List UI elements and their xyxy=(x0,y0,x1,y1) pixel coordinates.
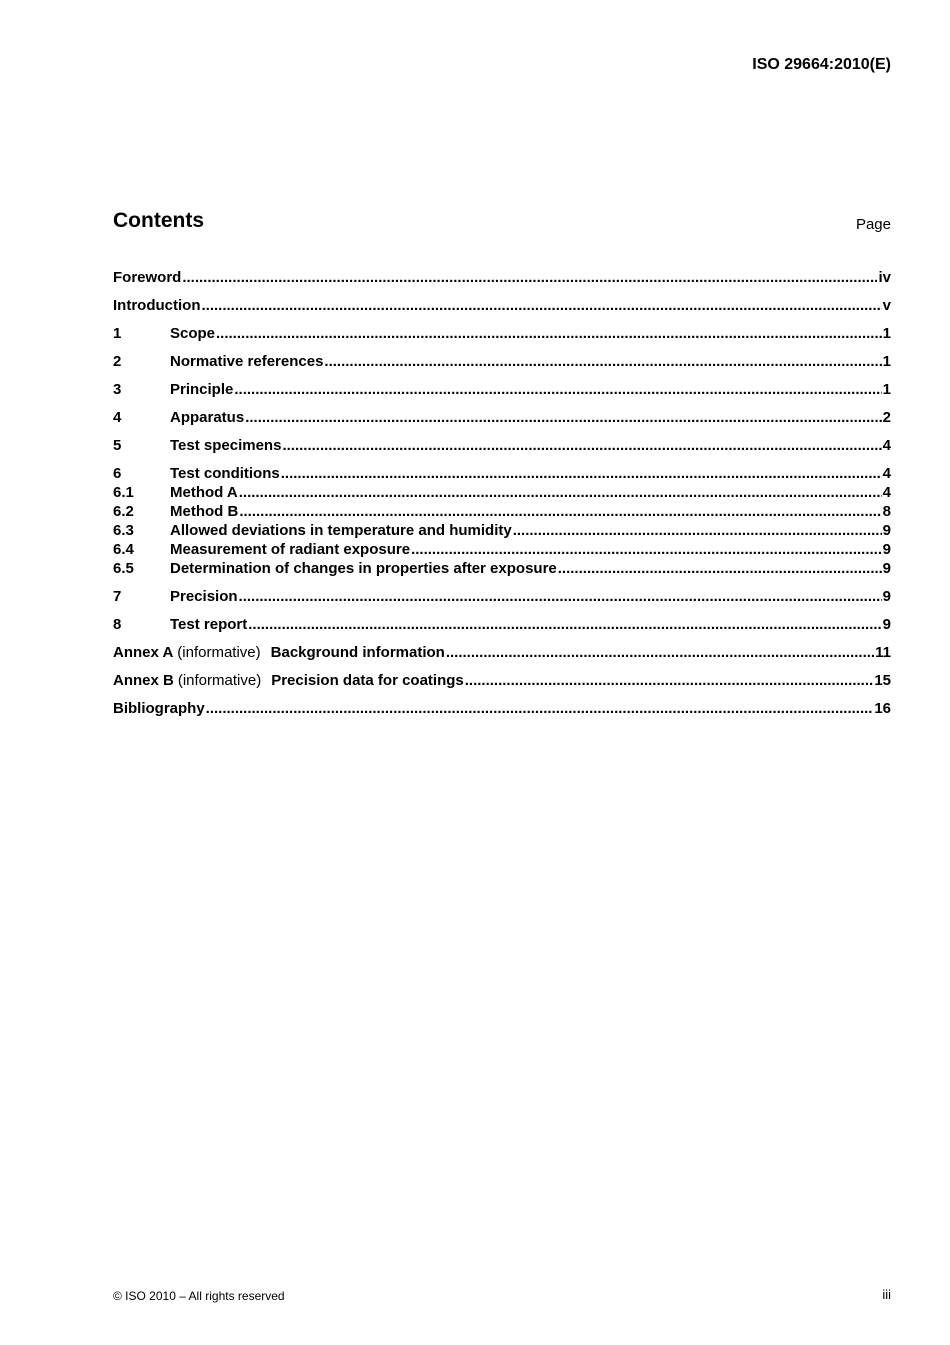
toc-entry-page: 1 xyxy=(882,381,891,398)
toc-entry-page: 1 xyxy=(882,325,891,342)
toc-entry-page: 4 xyxy=(882,465,891,482)
toc-entry-changes-in-properties[interactable] xyxy=(113,559,891,578)
leader-dots xyxy=(465,671,874,690)
toc-entry-title: Test report xyxy=(170,616,248,633)
leader-dots xyxy=(239,502,881,521)
toc-entry-title: Method A xyxy=(170,484,238,501)
document-identifier: ISO 29664:2010(E) xyxy=(752,56,891,73)
toc-entry-annex-b[interactable] xyxy=(113,671,891,690)
toc-entry-title: Allowed deviations in temperature and humidity xyxy=(170,522,512,539)
toc-entry-number: 6.5 xyxy=(113,560,134,577)
toc-entry-title: Test conditions xyxy=(170,465,280,482)
toc-entry-page: iv xyxy=(878,269,891,286)
toc-entry-page: 2 xyxy=(882,409,891,426)
leader-dots xyxy=(245,408,881,427)
toc-entry-test-specimens[interactable] xyxy=(113,436,891,455)
toc-entry-page: 11 xyxy=(875,644,891,661)
toc-entry-title: Determination of changes in properties after exposure xyxy=(170,560,557,577)
toc-entry-page: 1 xyxy=(882,353,891,370)
toc-entry-number: 3 xyxy=(113,381,122,398)
leader-dots xyxy=(411,540,882,559)
leader-dots xyxy=(282,436,881,455)
toc-entry-page: v xyxy=(882,297,891,314)
toc-entry-principle[interactable] xyxy=(113,380,891,399)
toc-entry-title: Apparatus xyxy=(170,409,245,426)
toc-entry-title: Precision data for coatings xyxy=(271,672,464,689)
toc-entry-number: 5 xyxy=(113,437,122,454)
leader-dots xyxy=(182,268,877,287)
contents-heading: Contents xyxy=(113,209,204,232)
leader-dots xyxy=(206,699,874,718)
toc-entry-number: 6.3 xyxy=(113,522,134,539)
leader-dots xyxy=(216,324,882,343)
leader-dots xyxy=(234,380,881,399)
toc-entry-number: 6 xyxy=(113,465,122,482)
toc-entry-title: Background information xyxy=(270,644,445,661)
toc-entry-page: 8 xyxy=(882,503,891,520)
toc-entry-title: Bibliography xyxy=(113,700,205,717)
toc-entry-precision[interactable] xyxy=(113,587,891,606)
toc-entry-title: Normative references xyxy=(170,353,324,370)
toc-entry-page: 9 xyxy=(882,560,891,577)
toc-entry-title: Foreword xyxy=(113,269,182,286)
toc-entry-title: Introduction xyxy=(113,297,201,314)
page-number: iii xyxy=(882,1287,891,1302)
toc-entry-method-a[interactable] xyxy=(113,483,891,502)
annex-type: (informative) xyxy=(177,672,262,689)
toc-entry-foreword[interactable] xyxy=(113,268,891,287)
leader-dots xyxy=(239,587,882,606)
toc-entry-introduction[interactable] xyxy=(113,296,891,315)
toc-entry-title: Principle xyxy=(170,381,234,398)
copyright-notice: © ISO 2010 – All rights reserved xyxy=(113,1289,285,1303)
toc-entry-scope[interactable] xyxy=(113,324,891,343)
toc-entry-title: Scope xyxy=(170,325,216,342)
leader-dots xyxy=(201,296,881,315)
page-column-label: Page xyxy=(855,216,891,233)
leader-dots xyxy=(239,483,882,502)
toc-entry-annex-a[interactable] xyxy=(113,643,891,662)
toc-entry-number: 4 xyxy=(113,409,122,426)
toc-entry-number: 6.2 xyxy=(113,503,134,520)
toc-entry-page: 4 xyxy=(882,484,891,501)
toc-entry-page: 9 xyxy=(882,522,891,539)
toc-entry-test-report[interactable] xyxy=(113,615,891,634)
toc-entry-number: 7 xyxy=(113,588,122,605)
toc-entry-method-b[interactable] xyxy=(113,502,891,521)
toc-entry-title: Measurement of radiant exposure xyxy=(170,541,411,558)
toc-entry-normative-references[interactable] xyxy=(113,352,891,371)
table-of-contents xyxy=(113,268,891,718)
toc-entry-number: 1 xyxy=(113,325,122,342)
toc-entry-page: 15 xyxy=(874,672,891,689)
toc-entry-radiant-exposure[interactable] xyxy=(113,540,891,559)
toc-entry-number: 2 xyxy=(113,353,122,370)
toc-entry-title: Test specimens xyxy=(170,437,282,454)
annex-type: (informative) xyxy=(177,644,261,661)
leader-dots xyxy=(324,352,881,371)
toc-entry-page: 9 xyxy=(882,588,891,605)
toc-entry-title: Precision xyxy=(170,588,238,605)
annex-label: Annex A xyxy=(113,644,174,661)
toc-entry-test-conditions[interactable] xyxy=(113,464,891,483)
toc-entry-number: 6.1 xyxy=(113,484,134,501)
toc-entry-apparatus[interactable] xyxy=(113,408,891,427)
leader-dots xyxy=(248,615,881,634)
leader-dots xyxy=(558,559,882,578)
leader-dots xyxy=(446,643,874,662)
toc-entry-title: Method B xyxy=(170,503,239,520)
toc-entry-allowed-deviations[interactable] xyxy=(113,521,891,540)
leader-dots xyxy=(281,464,882,483)
toc-entry-number: 8 xyxy=(113,616,122,633)
leader-dots xyxy=(513,521,882,540)
annex-label: Annex B xyxy=(113,672,174,689)
toc-entry-page: 9 xyxy=(882,541,891,558)
toc-entry-page: 4 xyxy=(882,437,891,454)
toc-entry-page: 16 xyxy=(874,700,891,717)
toc-entry-page: 9 xyxy=(882,616,891,633)
toc-entry-number: 6.4 xyxy=(113,541,134,558)
toc-entry-bibliography[interactable] xyxy=(113,699,891,718)
